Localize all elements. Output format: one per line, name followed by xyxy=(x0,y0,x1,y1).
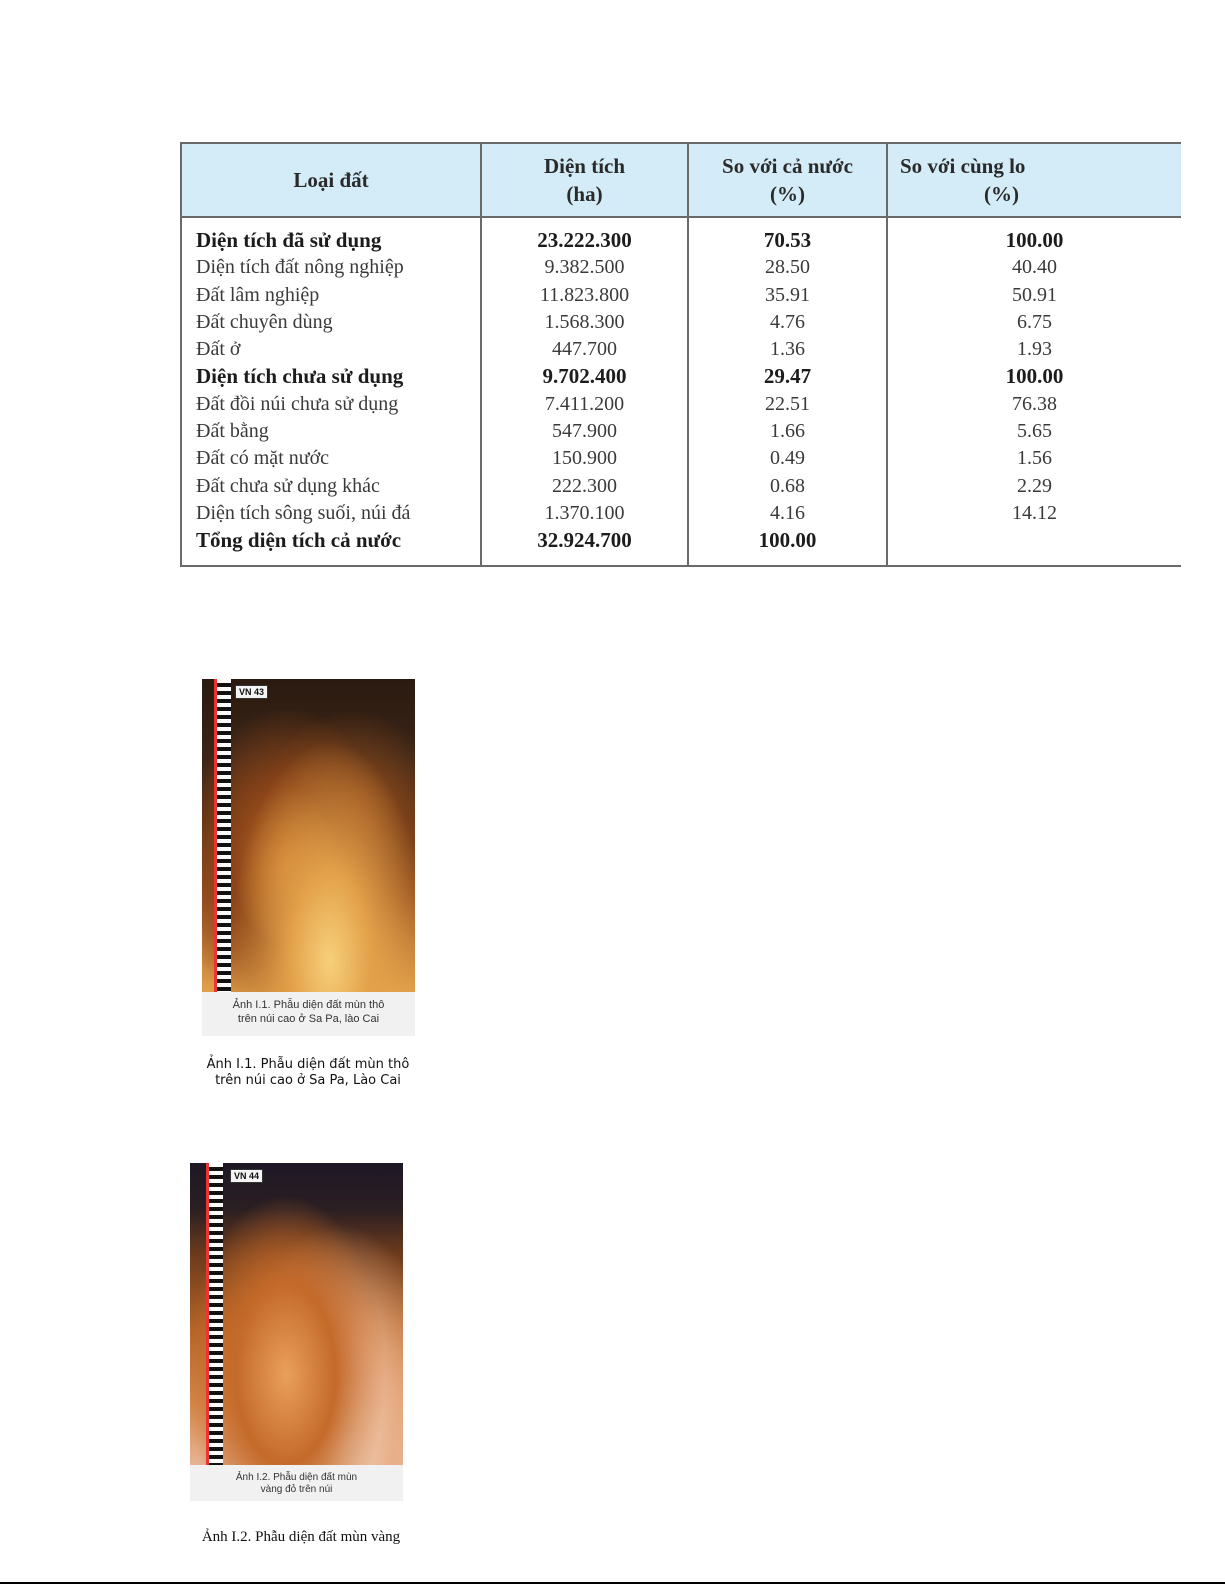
header-land-type xyxy=(181,143,481,217)
measuring-ruler xyxy=(206,1163,223,1465)
land-use-table-container xyxy=(180,142,1064,567)
photo-1-inner-caption xyxy=(202,992,415,1036)
row-percent-country: 100.00 xyxy=(688,527,887,565)
row-percent-country: 70.53 xyxy=(688,217,887,254)
table-row xyxy=(181,254,1181,281)
row-percent-country: 35.91 xyxy=(688,282,887,309)
caption-line: Ảnh I.1. Phẫu diện đất mùn thô xyxy=(232,999,385,1011)
table-body xyxy=(181,217,1181,566)
caption-line: trên núi cao ở Sa Pa, lào Cai xyxy=(237,1013,380,1025)
row-name: Đất ở xyxy=(181,336,481,363)
table-row xyxy=(181,282,1181,309)
row-percent-country: 4.76 xyxy=(688,309,887,336)
row-name: Đất có mặt nước xyxy=(181,445,481,472)
row-percent-country: 22.51 xyxy=(688,391,887,418)
photo-2-caption xyxy=(190,1528,412,1546)
row-percent-type: 40.40 xyxy=(887,254,1181,281)
row-percent-type: 1.93 xyxy=(887,336,1181,363)
row-area: 447.700 xyxy=(481,336,688,363)
photo-tag: VN 43 xyxy=(235,685,268,699)
header-label: So với cùng lo xyxy=(900,154,1026,178)
row-area: 1.568.300 xyxy=(481,309,688,336)
table-row xyxy=(181,309,1181,336)
row-percent-type xyxy=(887,527,1181,565)
table-row xyxy=(181,445,1181,472)
row-percent-type: 6.75 xyxy=(887,309,1181,336)
row-percent-type: 76.38 xyxy=(887,391,1181,418)
soil-profile-photo-1 xyxy=(202,679,415,992)
row-name: Đất chưa sử dụng khác xyxy=(181,473,481,500)
header-percent-country xyxy=(688,143,887,217)
row-area: 9.702.400 xyxy=(481,363,688,390)
row-percent-type: 5.65 xyxy=(887,418,1181,445)
row-percent-country: 0.49 xyxy=(688,445,887,472)
row-name: Diện tích đất nông nghiệp xyxy=(181,254,481,281)
table-header-row xyxy=(181,143,1181,217)
table-row xyxy=(181,418,1181,445)
photo-2-inner-caption xyxy=(190,1465,403,1501)
land-use-table xyxy=(180,142,1181,567)
measuring-ruler xyxy=(214,679,231,992)
row-name: Diện tích chưa sử dụng xyxy=(181,363,481,390)
page-bottom-rule xyxy=(0,1582,1225,1584)
table-row xyxy=(181,473,1181,500)
row-area: 11.823.800 xyxy=(481,282,688,309)
photo-1-caption xyxy=(190,1057,426,1089)
row-percent-type: 100.00 xyxy=(887,363,1181,390)
row-percent-country: 0.68 xyxy=(688,473,887,500)
row-percent-country: 4.16 xyxy=(688,500,887,527)
row-percent-country: 28.50 xyxy=(688,254,887,281)
row-area: 222.300 xyxy=(481,473,688,500)
caption-line: Ảnh I.1. Phẫu diện đất mùn thô xyxy=(206,1057,410,1072)
header-unit: (%) xyxy=(984,182,1019,206)
row-name: Tổng diện tích cả nước xyxy=(181,527,481,565)
row-percent-type: 1.56 xyxy=(887,445,1181,472)
row-name: Đất đồi núi chưa sử dụng xyxy=(181,391,481,418)
row-percent-country: 29.47 xyxy=(688,363,887,390)
row-percent-type: 100.00 xyxy=(887,217,1181,254)
table-row xyxy=(181,336,1181,363)
header-label: Loại đất xyxy=(293,168,369,192)
row-percent-type: 14.12 xyxy=(887,500,1181,527)
row-name: Đất bằng xyxy=(181,418,481,445)
row-area: 150.900 xyxy=(481,445,688,472)
caption-line: Ảnh I.2. Phẫu diện đất mùn xyxy=(235,1472,358,1483)
row-area: 1.370.100 xyxy=(481,500,688,527)
header-percent-type xyxy=(887,143,1181,217)
photo-tag: VN 44 xyxy=(230,1169,263,1183)
table-row xyxy=(181,363,1181,390)
row-area: 547.900 xyxy=(481,418,688,445)
row-area: 23.222.300 xyxy=(481,217,688,254)
header-label: Diện tích xyxy=(543,154,626,178)
table-row xyxy=(181,391,1181,418)
row-name: Đất lâm nghiệp xyxy=(181,282,481,309)
header-unit: (ha) xyxy=(566,182,603,206)
table-row xyxy=(181,500,1181,527)
soil-profile-photo-2 xyxy=(190,1163,403,1465)
row-area: 32.924.700 xyxy=(481,527,688,565)
row-percent-country: 1.66 xyxy=(688,418,887,445)
row-name: Đất chuyên dùng xyxy=(181,309,481,336)
table-row xyxy=(181,527,1181,565)
row-percent-type: 2.29 xyxy=(887,473,1181,500)
caption-line: trên núi cao ở Sa Pa, Lào Cai xyxy=(215,1073,401,1088)
table-row xyxy=(181,217,1181,254)
header-label: So với cả nước xyxy=(722,154,853,178)
caption-line: Ảnh I.2. Phẫu diện đất mùn vàng xyxy=(201,1529,401,1545)
row-name: Diện tích sông suối, núi đá xyxy=(181,500,481,527)
row-name: Diện tích đã sử dụng xyxy=(181,217,481,254)
row-area: 9.382.500 xyxy=(481,254,688,281)
caption-line: vàng đỏ trên núi xyxy=(260,1484,333,1495)
row-percent-type: 50.91 xyxy=(887,282,1181,309)
row-percent-country: 1.36 xyxy=(688,336,887,363)
row-area: 7.411.200 xyxy=(481,391,688,418)
header-unit: (%) xyxy=(770,182,805,206)
header-area xyxy=(481,143,688,217)
